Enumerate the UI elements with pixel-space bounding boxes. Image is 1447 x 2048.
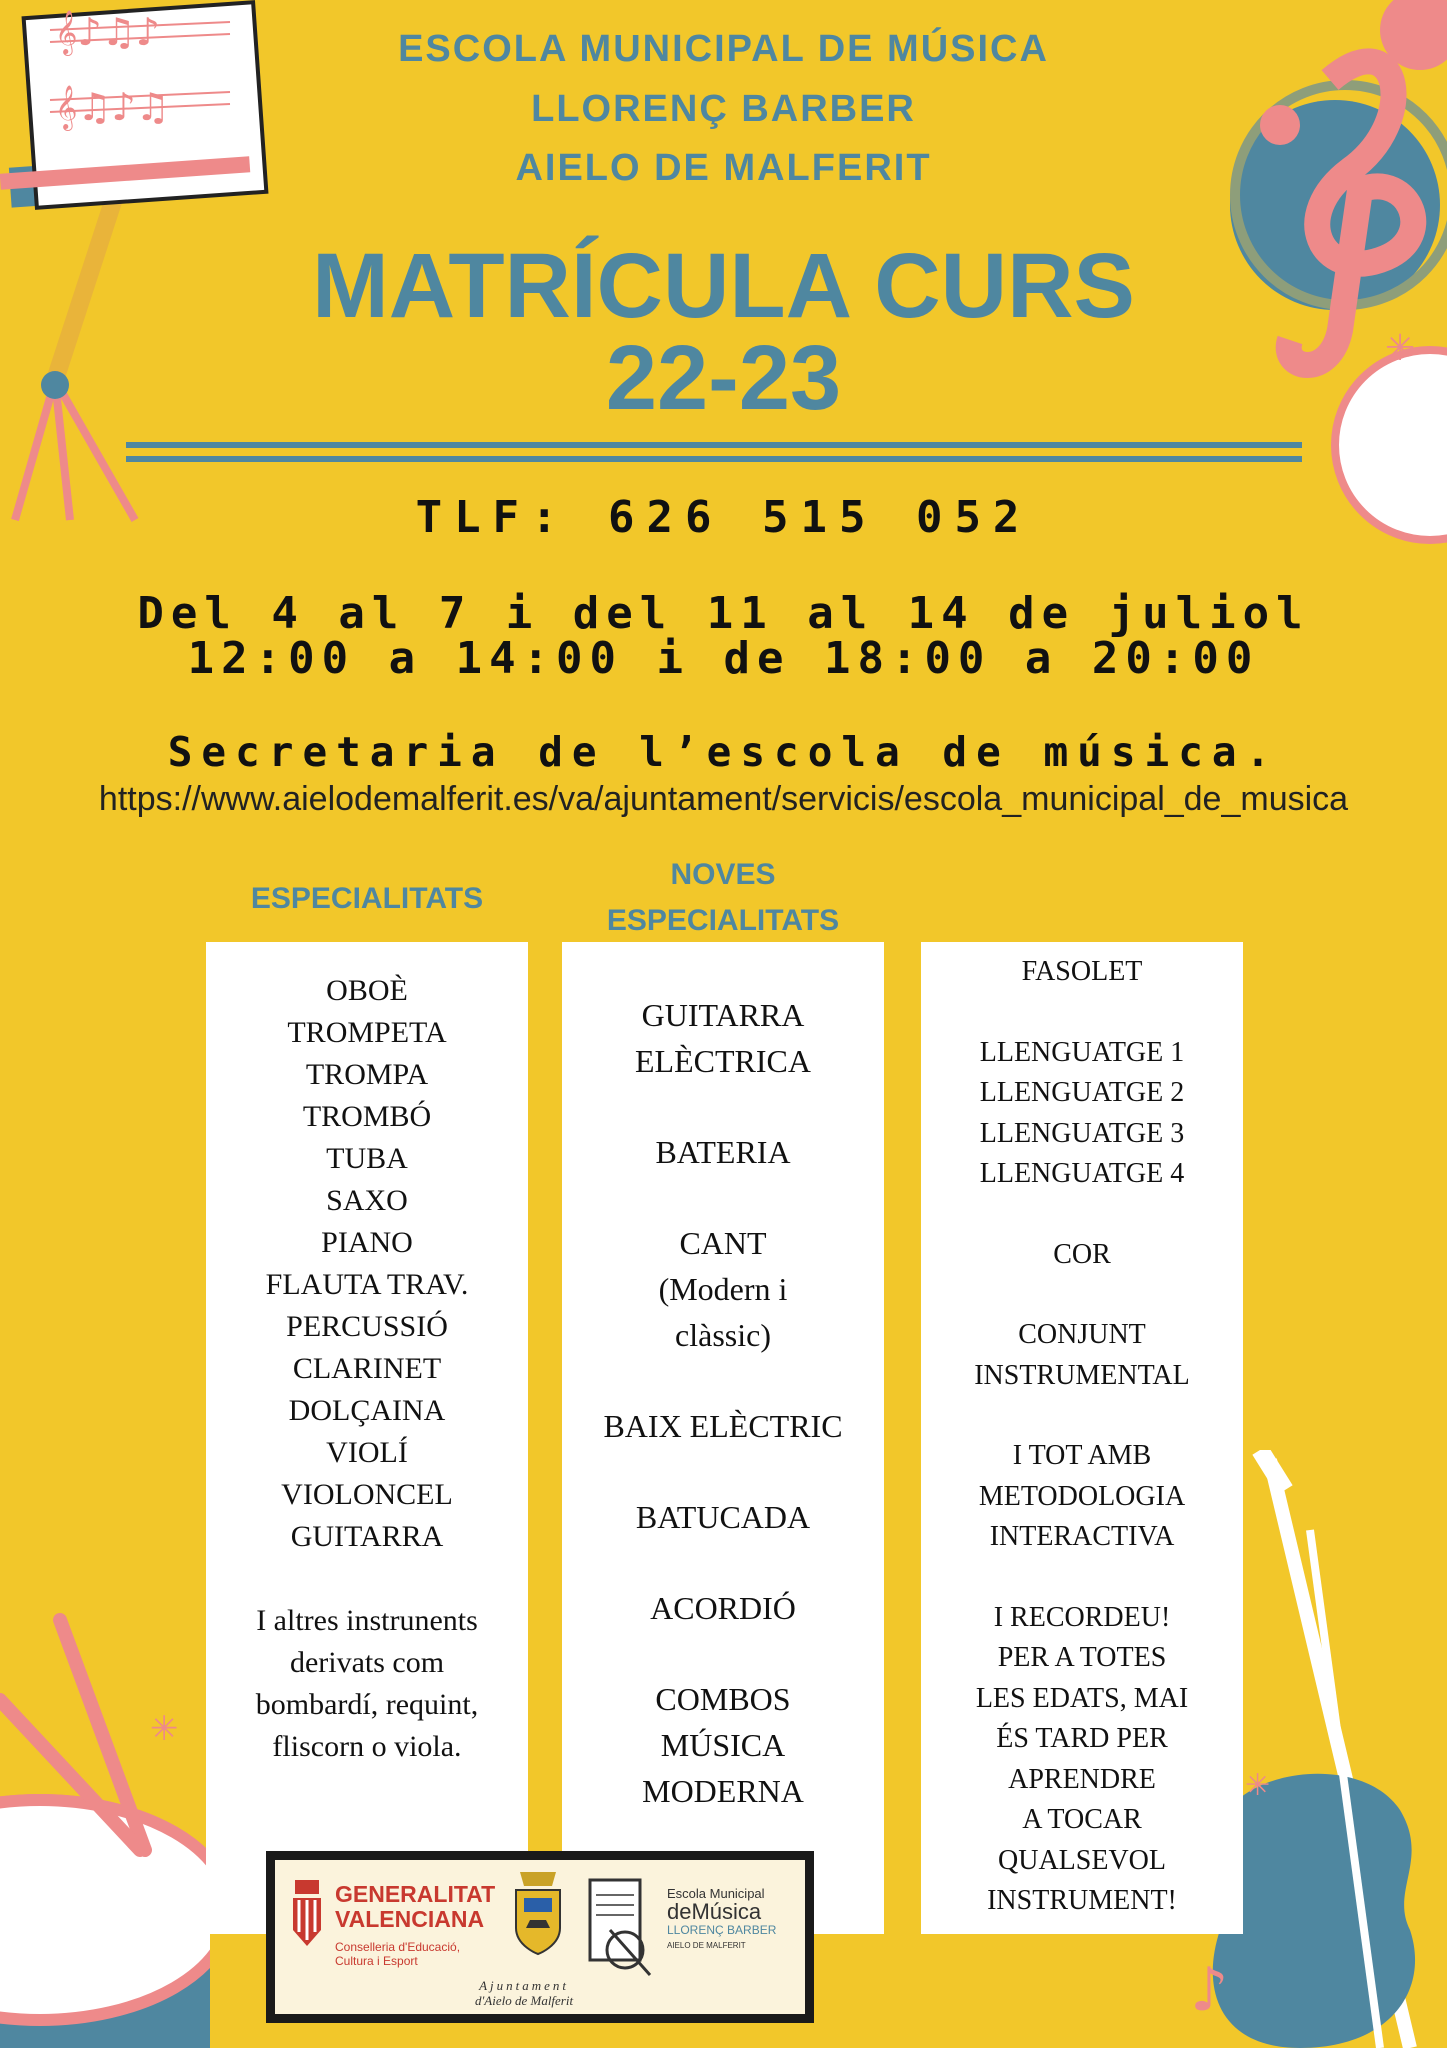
enrollment-location: Secretaria de l’escola de música. — [167, 728, 1280, 776]
new-specialty-item: ELÈCTRICA — [635, 1043, 811, 1079]
activity-item: LES EDATS, MAI — [975, 1682, 1189, 1714]
drum-icon — [0, 1580, 210, 2048]
specialty-item: CLARINET — [292, 1352, 442, 1385]
activity-item: INSTRUMENTAL — [974, 1359, 1190, 1391]
phone-number: TLF: 626 515 052 — [415, 492, 1032, 543]
specialty-note-line: fliscorn o viola. — [272, 1730, 462, 1763]
list-spacer — [562, 1449, 884, 1494]
list-spacer — [206, 1558, 528, 1600]
gva-name-line2: VALENCIANA — [335, 1906, 485, 1932]
gva-crest-icon — [287, 1870, 327, 1950]
new-specialty-item: GUITARRA — [641, 997, 805, 1033]
page-title: MATRÍCULA CURS — [312, 235, 1135, 337]
specialty-item: PIANO — [321, 1226, 413, 1259]
music-school-logo-text — [667, 1886, 776, 1953]
enrollment-hours: 12:00 a 14:00 i de 18:00 a 20:00 — [187, 633, 1260, 684]
town-coat-of-arms-icon — [510, 1868, 566, 1958]
new-specialties-heading-line1: NOVES — [670, 858, 776, 891]
list-spacer — [921, 1275, 1243, 1315]
specialty-item: TROMPA — [305, 1058, 429, 1091]
activity-item: ÉS TARD PER — [996, 1723, 1168, 1754]
specialty-note-line: bombardí, requint, — [255, 1688, 479, 1721]
list-spacer — [562, 1358, 884, 1403]
activity-item: I RECORDEU! — [993, 1601, 1171, 1633]
new-specialty-item: BAIX ELÈCTRIC — [603, 1408, 843, 1444]
other-activities-list — [921, 942, 1243, 1934]
specialty-item: TROMPETA — [287, 1016, 447, 1049]
specialty-item: PERCUSSIÓ — [286, 1310, 448, 1343]
new-specialties-heading — [562, 852, 884, 944]
divider-bottom — [126, 456, 1302, 462]
activity-item: COR — [1053, 1238, 1111, 1270]
school-name: ESCOLA MUNICIPAL DE MÚSICA — [398, 28, 1049, 70]
svg-text:✳: ✳ — [1385, 328, 1416, 369]
divider-top — [126, 442, 1302, 448]
svg-text:♪: ♪ — [1190, 1955, 1229, 2025]
activity-item: CONJUNT — [1018, 1319, 1146, 1350]
school-subname: LLORENÇ BARBER — [531, 88, 916, 130]
music-school-logo-line1: Escola Municipal — [667, 1886, 765, 1901]
specialty-item: TROMBÓ — [302, 1100, 432, 1133]
new-specialty-item: MÚSICA — [660, 1727, 786, 1763]
sponsor-logos — [266, 1851, 814, 2023]
music-school-logo-line4: AIELO DE MALFERIT — [667, 1941, 746, 1950]
new-specialty-item: MODERNA — [642, 1773, 804, 1809]
activity-item: LLENGUATGE 3 — [979, 1117, 1185, 1149]
activity-item: INSTRUMENT! — [987, 1885, 1177, 1916]
new-specialties-heading-line2: ESPECIALITATS — [606, 904, 840, 937]
new-specialty-item: ACORDIÓ — [650, 1590, 796, 1626]
town-hall-name — [475, 1978, 573, 2008]
activity-item: LLENGUATGE 4 — [979, 1158, 1185, 1189]
specialty-item: VIOLÍ — [326, 1436, 408, 1469]
svg-text:𝄞♫♪♫: 𝄞♫♪♫ — [55, 85, 170, 129]
list-spacer — [562, 1084, 884, 1129]
specialty-item: OBOÈ — [326, 974, 408, 1007]
specialty-note-line: derivats com — [289, 1646, 445, 1679]
music-school-logo-line3: LLORENÇ BARBER — [667, 1923, 777, 1937]
activity-item: I TOT AMB — [1012, 1440, 1152, 1471]
gva-department-line2: Cultura i Esport — [335, 1954, 418, 1968]
specialty-item: DOLÇAINA — [288, 1394, 446, 1427]
list-spacer — [921, 1195, 1243, 1235]
list-spacer — [562, 1175, 884, 1220]
gva-department-line1: Conselleria d'Educació, — [335, 1940, 461, 1954]
town-hall-line1: Ajuntament — [479, 1978, 570, 1993]
specialties-heading — [206, 876, 528, 922]
new-specialty-item: BATERIA — [655, 1134, 791, 1170]
list-spacer — [562, 1631, 884, 1676]
specialty-item: VIOLONCEL — [281, 1478, 453, 1511]
list-spacer — [921, 1558, 1243, 1598]
specialties-list — [206, 942, 528, 1934]
course-year: 22-23 — [605, 327, 842, 429]
town-name: AIELO DE MALFERIT — [515, 147, 932, 189]
new-specialty-item: clàssic) — [675, 1317, 771, 1353]
activity-item: INTERACTIVA — [989, 1521, 1175, 1552]
list-spacer — [921, 993, 1243, 1033]
town-hall-line2: d'Aielo de Malferit — [475, 1993, 574, 2008]
specialty-item: SAXO — [326, 1184, 408, 1217]
specialty-note-line: I altres instrunents — [256, 1604, 478, 1637]
new-specialty-item: BATUCADA — [635, 1499, 811, 1535]
new-specialty-item: CANT — [679, 1225, 767, 1261]
svg-text:✳: ✳ — [150, 1709, 179, 1749]
activity-item: FASOLET — [1021, 956, 1143, 987]
new-specialty-item: (Modern i — [658, 1271, 788, 1307]
list-spacer — [562, 1540, 884, 1585]
specialties-heading-text: ESPECIALITATS — [250, 882, 484, 915]
activity-item: PER A TOTES — [997, 1642, 1167, 1673]
activity-item: LLENGUATGE 2 — [979, 1077, 1185, 1108]
activity-item: LLENGUATGE 1 — [979, 1036, 1185, 1068]
specialty-item: FLAUTA TRAV. — [265, 1268, 469, 1301]
enrollment-dates: Del 4 al 7 i del 11 al 14 de juliol — [137, 588, 1310, 639]
gva-department — [335, 1940, 460, 1968]
new-specialties-list — [562, 942, 884, 1934]
specialty-item: GUITARRA — [290, 1520, 444, 1553]
svg-text:𝄞♪♫♪: 𝄞♪♫♪ — [55, 10, 161, 54]
new-specialty-item: COMBOS — [655, 1681, 791, 1717]
music-school-logo-line2: deMúsica — [667, 1899, 762, 1924]
music-school-logo-icon — [580, 1870, 660, 1980]
activity-item: METODOLOGIA — [978, 1480, 1186, 1512]
school-url[interactable]: https://www.aielodemalferit.es/va/ajuntament/servicis/escola_municipal_de_musica — [98, 780, 1349, 818]
specialty-item: TUBA — [326, 1142, 408, 1175]
activity-item: A TOCAR — [1022, 1804, 1142, 1835]
gva-name — [335, 1882, 495, 1932]
gva-name-line1: GENERALITAT — [335, 1881, 496, 1907]
activity-item: APRENDRE — [1008, 1763, 1156, 1795]
activity-item: QUALSEVOL — [998, 1844, 1166, 1876]
svg-text:✳: ✳ — [1245, 1768, 1271, 1803]
list-spacer — [921, 1396, 1243, 1436]
